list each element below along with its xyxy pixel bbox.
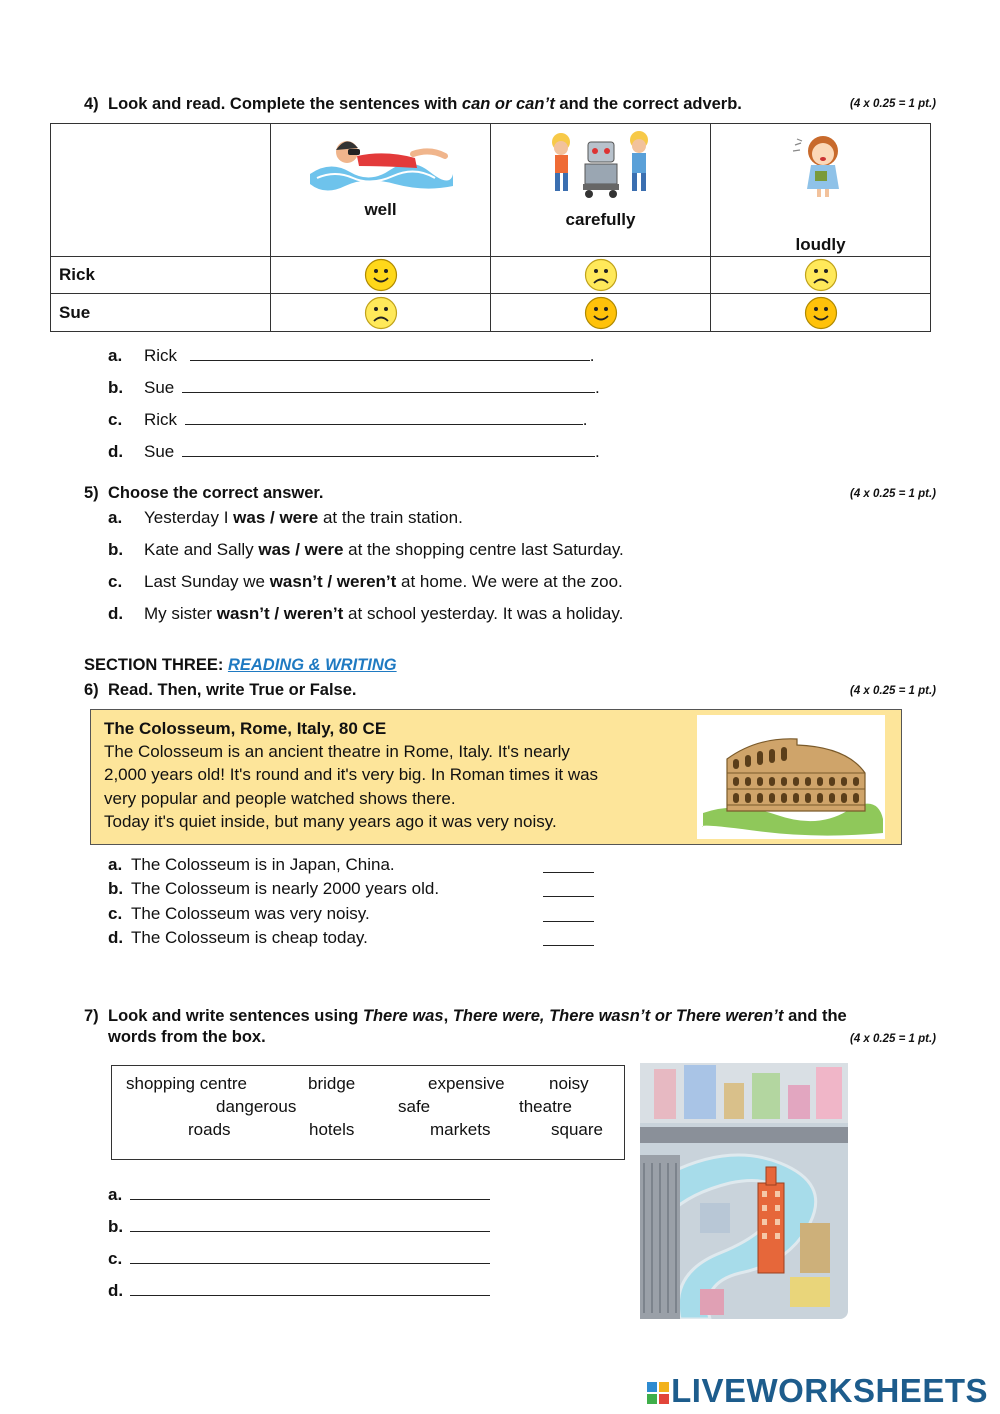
table-row	[51, 257, 931, 294]
answer-blank[interactable]	[190, 346, 590, 361]
choice-options[interactable]: was / were	[233, 508, 319, 527]
choice-options[interactable]: was / were	[258, 540, 344, 559]
answer-blank[interactable]	[130, 1249, 490, 1264]
word-chip: square	[551, 1120, 603, 1139]
liveworksheets-logo[interactable]: LIVEWORKSHEETS	[647, 1372, 988, 1410]
swimmer-icon	[305, 130, 455, 192]
q4-points: (4 x 0.25 = 1 pt.)	[850, 98, 936, 110]
sad-face-icon	[364, 296, 398, 330]
tf-answer-blank[interactable]	[543, 872, 594, 873]
tf-answer-blank[interactable]	[543, 921, 594, 922]
word-chip: noisy	[549, 1074, 589, 1093]
colosseum-icon	[697, 715, 885, 839]
q7-item: a.	[108, 1185, 490, 1205]
tf-answer-blank[interactable]	[543, 945, 594, 946]
section-heading: SECTION THREE: READING & WRITING	[84, 656, 397, 674]
header-careful	[491, 124, 711, 257]
word-chip: theatre	[519, 1097, 572, 1116]
q5-heading: 5) Choose the correct answer.	[84, 484, 324, 502]
happy-face-icon	[364, 258, 398, 292]
q5-item: a. Yesterday I was / were at the train station.	[108, 508, 463, 527]
adverb-label: carefully	[565, 210, 636, 229]
q6-points: (4 x 0.25 = 1 pt.)	[850, 685, 936, 697]
story-line: 2,000 years old! It's round and it's very big. In Roman times it was	[104, 765, 599, 785]
q7-item: c.	[108, 1249, 490, 1269]
q7-heading-line2: words from the box.	[108, 1028, 266, 1046]
q6-heading: 6) Read. Then, write True or False.	[84, 681, 357, 699]
q5-item: c. Last Sunday we wasn’t / weren’t at home. We were at the zoo.	[108, 572, 623, 591]
q4-heading: 4) Look and read. Complete the sentences with can or can’t and the correct adverb.	[84, 95, 742, 113]
city-map-icon	[640, 1063, 848, 1319]
q4-item: c. Rick .	[108, 410, 588, 429]
tf-item: c. The Colosseum was very noisy.	[108, 904, 370, 923]
tf-item: a. The Colosseum is in Japan, China.	[108, 855, 395, 874]
sad-face-icon	[584, 258, 618, 292]
happy-face-icon	[804, 296, 838, 330]
children-robot-icon	[543, 128, 661, 200]
reading-text	[104, 717, 674, 833]
adverb-label: well	[364, 200, 397, 219]
tf-item: b. The Colosseum is nearly 2000 years old.	[108, 879, 440, 898]
face-cell	[491, 257, 711, 294]
answer-blank[interactable]	[182, 378, 595, 393]
reading-box	[90, 709, 902, 845]
face-cell	[271, 257, 491, 294]
tf-answer-blank[interactable]	[543, 896, 594, 897]
story-title: The Colosseum, Rome, Italy, 80 CE	[104, 719, 387, 738]
happy-face-icon	[584, 296, 618, 330]
q7-points: (4 x 0.25 = 1 pt.)	[850, 1033, 936, 1045]
table-corner	[51, 124, 271, 257]
face-cell	[491, 294, 711, 332]
word-chip: safe	[398, 1097, 431, 1116]
word-chip: dangerous	[216, 1097, 297, 1116]
face-cell	[711, 257, 931, 294]
answer-blank[interactable]	[130, 1281, 490, 1296]
word-chip: expensive	[428, 1074, 505, 1093]
word-chip: shopping centre	[126, 1074, 247, 1093]
choice-options[interactable]: wasn’t / weren’t	[216, 604, 344, 623]
section-link[interactable]: READING & WRITING	[227, 656, 397, 674]
face-cell	[271, 294, 491, 332]
adverb-label: loudly	[795, 235, 846, 254]
q7-heading: 7) Look and write sentences using There was, There were, There wasn’t or There weren’t and the	[84, 1007, 847, 1025]
q4-item: a. Rick .	[108, 346, 595, 365]
word-box	[111, 1065, 625, 1160]
q5-item: b. Kate and Sally was / were at the shopping centre last Saturday.	[108, 540, 624, 559]
q5-points: (4 x 0.25 = 1 pt.)	[850, 488, 936, 500]
story-line: Today it's quiet inside, but many years ago it was very noisy.	[104, 811, 557, 831]
choice-options[interactable]: wasn’t / weren’t	[269, 572, 397, 591]
story-line: very popular and people watched shows there.	[104, 788, 456, 808]
word-chip: bridge	[308, 1074, 356, 1093]
adverb-table	[50, 123, 931, 332]
q7-item: b.	[108, 1217, 490, 1237]
word-chip: markets	[430, 1120, 491, 1139]
sad-face-icon	[804, 258, 838, 292]
logo-grid-icon	[647, 1382, 669, 1404]
q5-item: d. My sister wasn’t / weren’t at school yesterday. It was a holiday.	[108, 604, 624, 623]
face-cell	[711, 294, 931, 332]
q4-item: b. Sue .	[108, 378, 600, 397]
header-loud	[711, 124, 931, 257]
singing-girl-icon	[787, 127, 851, 199]
answer-blank[interactable]	[185, 410, 583, 425]
word-chip: hotels	[309, 1120, 355, 1139]
word-chip: roads	[188, 1120, 231, 1139]
answer-blank[interactable]	[130, 1217, 490, 1232]
q7-item: d.	[108, 1281, 490, 1301]
row-name: Sue	[51, 294, 271, 332]
story-line: The Colosseum is an ancient theatre in Rome, Italy. It's nearly	[104, 742, 570, 762]
header-swim	[271, 124, 491, 257]
table-row	[51, 294, 931, 332]
answer-blank[interactable]	[130, 1185, 490, 1200]
row-name: Rick	[51, 257, 271, 294]
q4-item: d. Sue .	[108, 442, 600, 461]
answer-blank[interactable]	[182, 442, 595, 457]
tf-item: d. The Colosseum is cheap today.	[108, 928, 368, 947]
